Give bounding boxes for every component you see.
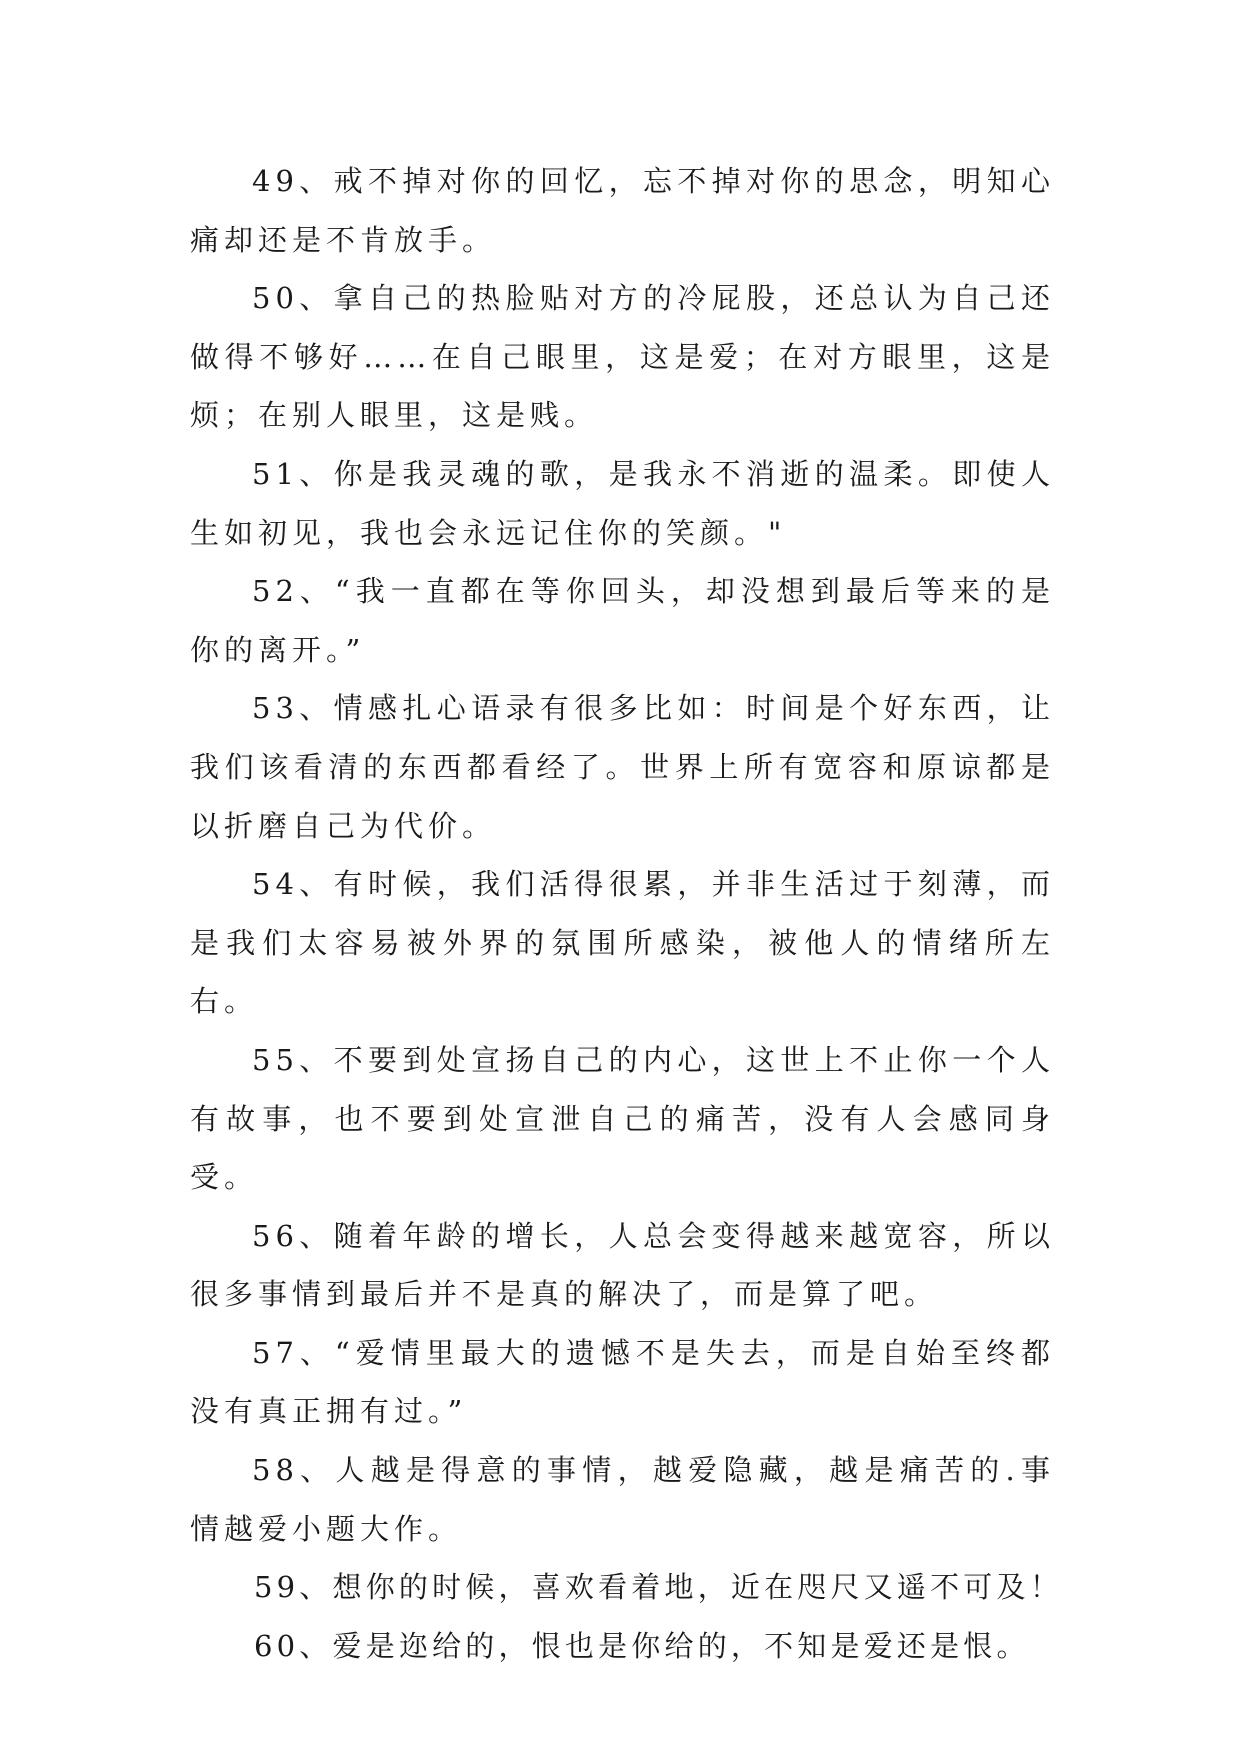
quote-paragraph-59: 59、想你的时候，喜欢看着地，近在咫尺又遥不可及！ <box>254 1570 1063 1605</box>
document-body <box>190 152 1063 1675</box>
quote-paragraph-60: 60、爱是迩给的，恨也是你给的，不知是爱还是恨。 <box>254 1628 1030 1663</box>
quote-paragraph-51: 51、你是我灵魂的歌，是我永不消逝的温柔。即使人生如初见，我也会永远记住你的笑颜。" <box>190 456 1055 550</box>
quote-paragraph-58: 58、人越是得意的事情，越爱隐藏，越是痛苦的.事情越爱小题大作。 <box>190 1453 1055 1546</box>
quote-paragraph-57: 57、“爱情里最大的遗憾不是失去，而是自始至终都没有真正拥有过。” <box>190 1335 1055 1429</box>
quote-paragraph-56: 56、随着年龄的增长，人总会变得越来越宽容，所以很多事情到最后并不是真的解决了，而是算了吧。 <box>190 1218 1055 1312</box>
quote-paragraph-49: 49、戒不掉对你的回忆，忘不掉对你的思念，明知心痛却还是不肯放手。 <box>190 164 1055 257</box>
quote-paragraph-53: 53、情感扎心语录有很多比如：时间是个好东西，让我们该看清的东西都看经了。世界上所有宽容和原谅都是以折磨自己为代价。 <box>190 691 1055 843</box>
quote-paragraph-52: 52、“我一直都在等你回头，却没想到最后等来的是你的离开。” <box>190 574 1055 667</box>
quote-paragraph-50: 50、拿自己的热脸贴对方的冷屁股，还总认为自己还做得不够好……在自己眼里，这是爱；在对方眼里，这是烦；在别人眼里，这是贱。 <box>190 281 1055 433</box>
quote-paragraph-55: 55、不要到处宣扬自己的内心，这世上不止你一个人有故事，也不要到处宣泄自己的痛苦，没有人会感同身受。 <box>190 1042 1055 1195</box>
quote-paragraph-54: 54、有时候，我们活得很累，并非生活过于刻薄，而是我们太容易被外界的氛围所感染，被他人的情绪所左右。 <box>190 867 1055 1019</box>
